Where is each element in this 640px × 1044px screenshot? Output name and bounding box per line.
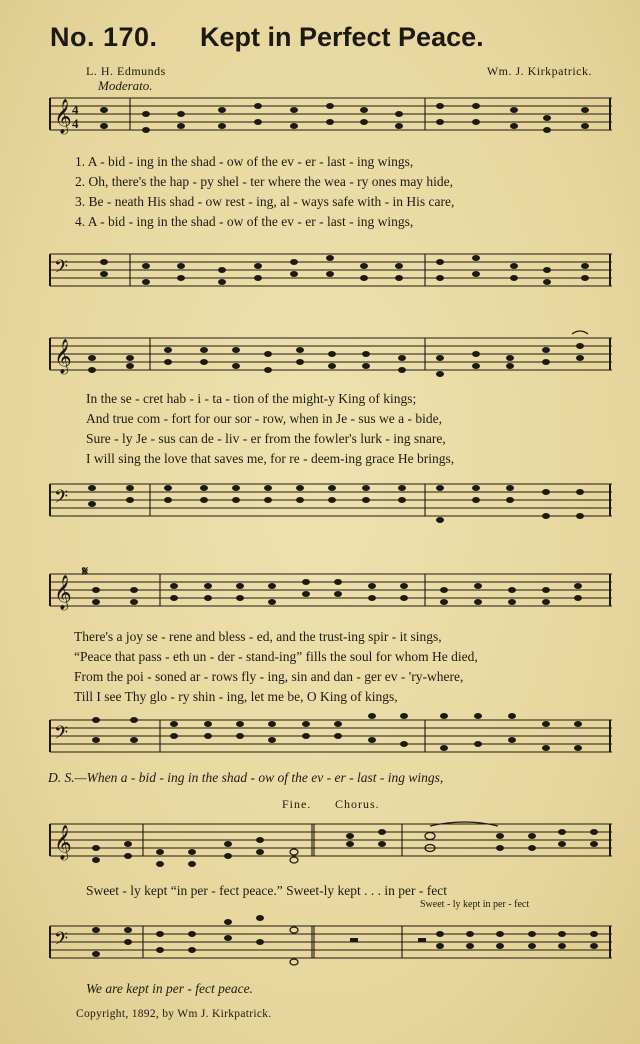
svg-text:𝄢: 𝄢 [54, 722, 69, 747]
staff-chorus-treble [0, 814, 640, 878]
author-credit: L. H. Edmunds [86, 64, 166, 78]
hymn-number: No. 170. [50, 22, 158, 52]
fine-marking: Fine. [282, 797, 312, 811]
bass-clef-icon: 𝄢 [54, 256, 69, 281]
verse-line-3-2: “Peace that pass - eth un - der - stand-ing” fills the soul for whom He died, [74, 649, 478, 664]
svg-text:𝄢: 𝄢 [54, 486, 69, 511]
verse-line-1-2: 2. Oh, there's the hap - py shel - ter where the wea - ry ones may hide, [75, 174, 454, 189]
svg-text:𝄢: 𝄢 [54, 928, 69, 953]
verse-line-2-4: I will sing the love that saves me, for re - deem-ing grace He brings, [86, 451, 455, 466]
notes-group [100, 103, 589, 133]
fermata-icon [572, 331, 588, 334]
staff-system-3-treble [0, 566, 640, 626]
rest-icon [418, 938, 426, 942]
staff-system-1-bass [0, 244, 640, 304]
tempo-marking: Moderato. [98, 78, 153, 93]
hymn-title: Kept in Perfect Peace. [200, 22, 484, 52]
verse-line-3-4: Till I see Thy glo - ry shin - ing, let me be, O King of kings, [74, 689, 398, 704]
ds-lyric-line: D. S.—When a - bid - ing in the shad - ow of the ev - er - last - ing wings, [48, 770, 444, 785]
staff-system-2-treble [0, 330, 640, 390]
verse-line-2-2: And true com - fort for our sor - row, when in Je - sus we a - bide, [86, 411, 443, 426]
svg-text:𝄞: 𝄞 [54, 826, 72, 859]
chorus-bass-lyric: We are kept in per - fect peace. [86, 981, 253, 996]
copyright-notice: Copyright, 1892, by Wm J. Kirkpatrick. [76, 1008, 272, 1020]
staff-chorus-bass [0, 912, 640, 976]
svg-text:𝄞: 𝄞 [54, 576, 72, 609]
verse-line-2-1: In the se - cret hab - i - ta - tion of the might-y King of kings; [86, 391, 417, 406]
svg-text:4: 4 [72, 102, 79, 117]
staff-system-2-bass [0, 476, 640, 536]
svg-text:4: 4 [72, 116, 79, 131]
svg-text:𝄞: 𝄞 [54, 340, 72, 373]
chorus-alto-lyric: Sweet - ly kept in per - fect [420, 899, 530, 910]
rest-icon [350, 938, 358, 942]
composer-credit: Wm. J. Kirkpatrick. [486, 64, 592, 78]
verse-line-1-1: 1. A - bid - ing in the shad - ow of the ev - er - last - ing wings, [75, 154, 414, 169]
treble-clef-icon: 𝄞 [54, 100, 72, 133]
verse-line-2-3: Sure - ly Je - sus can de - liv - er from the fowler's lurk - ing snare, [86, 431, 446, 446]
verse-line-3-3: From the poi - soned ar - rows fly - ing, sin and dan - ger ev - 'ry-where, [74, 669, 464, 684]
verse-line-3-1: There's a joy se - rene and bless - ed, and the trust-ing spir - it sings, [74, 629, 442, 644]
segno-icon: 𝄋 [82, 566, 89, 580]
chorus-marking: Chorus. [335, 797, 380, 811]
chorus-soprano-lyric: Sweet - ly kept “in per - fect peace.” Sweet-ly kept . . . in per - fect [86, 883, 447, 898]
verse-line-1-4: 4. A - bid - ing in the shad - ow of the ev - er - last - ing wings, [75, 214, 414, 229]
verse-line-1-3: 3. Be - neath His shad - ow rest - ing, al - ways safe with - in His care, [75, 194, 455, 209]
staff-system-3-bass [0, 712, 640, 772]
staff-system-1-treble [0, 92, 640, 152]
